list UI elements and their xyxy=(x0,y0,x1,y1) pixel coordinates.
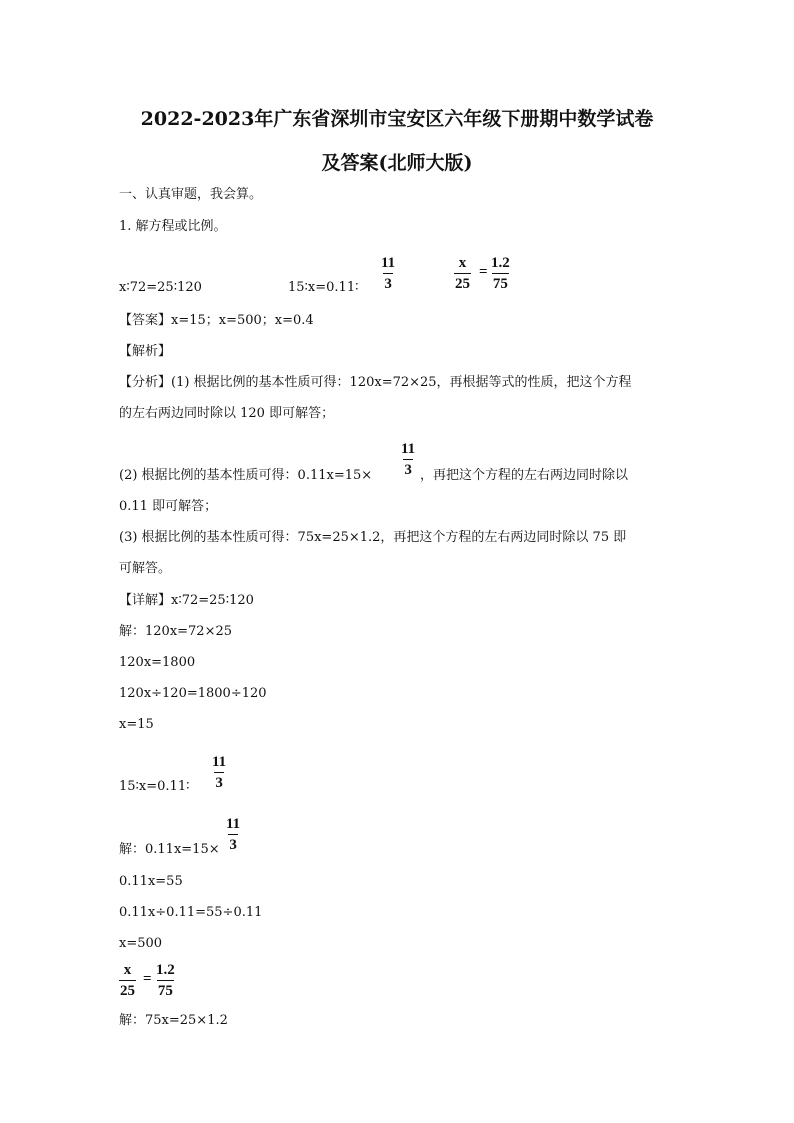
denominator: 3 xyxy=(214,772,224,792)
denominator: 3 xyxy=(403,459,413,479)
denominator: 25 xyxy=(454,273,471,293)
analysis-line-1: 【分析】(1) 根据比例的基本性质可得：120x=72×25，再根据等式的性质，把这个方程 xyxy=(119,375,632,390)
denominator: 3 xyxy=(383,273,393,293)
numerator: 11 xyxy=(381,255,396,271)
detail-line-8: 0.11x=55 xyxy=(119,874,183,889)
analysis-line-3b: ，再把这个方程的左右两边同时除以 xyxy=(420,468,629,483)
section-heading: 一、认真审题，我会算。 xyxy=(119,187,263,202)
fraction-11-3 xyxy=(211,754,227,792)
numerator: 11 xyxy=(401,441,416,457)
numerator: 1.2 xyxy=(491,255,510,271)
fraction-11-3 xyxy=(400,441,416,479)
numerator: 1.2 xyxy=(156,962,175,978)
analysis-line-3a: (2) 根据比例的基本性质可得：0.11x=15× xyxy=(119,468,373,483)
denominator: 75 xyxy=(492,273,509,293)
document-title-line-1: 2022-2023年广东省深圳市宝安区六年级下册期中数学试卷 xyxy=(140,108,654,130)
detail-line-9: 0.11x÷0.11=55÷0.11 xyxy=(119,905,263,920)
question-text: 1. 解方程或比例。 xyxy=(119,219,227,234)
analysis-line-6: 可解答。 xyxy=(119,561,172,576)
fraction-x-25 xyxy=(119,962,136,1000)
fraction-x-25 xyxy=(454,255,471,293)
numerator: x xyxy=(458,255,467,271)
problem-1: x∶72=25∶120 xyxy=(119,280,202,295)
numerator: 11 xyxy=(226,816,241,832)
analysis-line-2: 的左右两边同时除以 120 即可解答； xyxy=(119,406,335,421)
problem-2: 15∶x=0.11∶ xyxy=(288,280,359,295)
detail-line-5: x=15 xyxy=(119,717,154,732)
equals-sign: = xyxy=(143,971,152,987)
analysis-line-5: (3) 根据比例的基本性质可得：75x=25×1.2，再把这个方程的左右两边同时除以 75 即 xyxy=(119,530,627,545)
equals-sign: = xyxy=(479,264,488,280)
detail-line-11: 解：75x=25×1.2 xyxy=(119,1013,228,1028)
detail-line-7: 解：0.11x=15× xyxy=(119,842,220,857)
analysis-label: 【解析】 xyxy=(119,344,172,359)
detail-line-1: 【详解】x∶72=25∶120 xyxy=(119,593,254,608)
detail-line-2: 解：120x=72×25 xyxy=(119,624,233,639)
fraction-1.2-75 xyxy=(490,255,511,293)
answer-line: 【答案】x=15；x=500；x=0.4 xyxy=(119,313,314,328)
fraction-1.2-75 xyxy=(155,962,176,1000)
detail-line-10: x=500 xyxy=(119,936,163,951)
denominator: 3 xyxy=(228,834,238,854)
detail-line-3: 120x=1800 xyxy=(119,655,196,670)
detail-line-6: 15∶x=0.11∶ xyxy=(119,779,190,794)
analysis-line-4: 0.11 即可解答； xyxy=(119,499,218,514)
numerator: x xyxy=(123,962,132,978)
fraction-11-3 xyxy=(225,816,241,854)
document-title-line-2: 及答案(北师大版) xyxy=(321,152,473,174)
fraction-11-3 xyxy=(380,255,396,293)
detail-line-4: 120x÷120=1800÷120 xyxy=(119,686,267,701)
numerator: 11 xyxy=(212,754,227,770)
denominator: 75 xyxy=(157,980,174,1000)
denominator: 25 xyxy=(119,980,136,1000)
